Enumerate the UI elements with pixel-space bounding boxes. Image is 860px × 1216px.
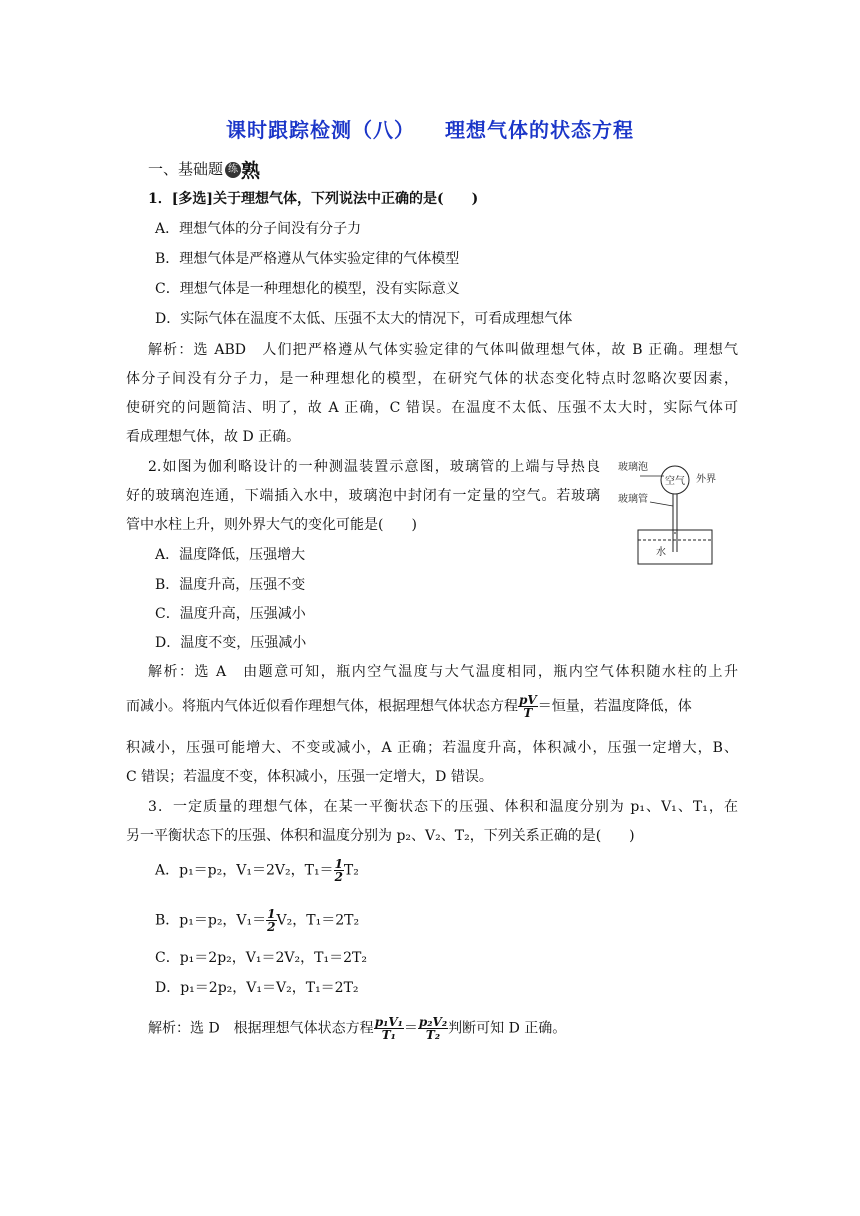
q2-answer-line2: 而减小。将瓶内气体近似看作理想气体，根据理想气体状态方程 $\frac{pV}{T}$ ＝恒量，若温度降低，体 [126, 693, 692, 720]
q3-stem-line1: 3．一定质量的理想气体，在某一平衡状态下的压强、体积和温度分别为 p₁、V₁、T₁，在 [148, 799, 738, 815]
q3-answer: 解析：选 D 根据理想气体状态方程 $\frac{\text{p₁V₁}}{\text{T₁}}$ ＝ $\frac{\text{p₂V₂}}{\text{T₂}}$ 判断可知 D 正确。 [148, 1015, 567, 1042]
q2-option-d: D．温度不变，压强减小 [155, 635, 307, 651]
q3-option-d: D．p₁＝2p₂，V₁＝V₂，T₁＝2T₂ [155, 980, 359, 996]
q1-option-c: C．理想气体是一种理想化的模型，没有实际意义 [155, 281, 460, 297]
q1-option-d: D．实际气体在温度不太低、压强不太大的情况下，可看成理想气体 [155, 311, 573, 327]
label-water: 水 [656, 547, 666, 558]
label-bulb: 玻璃泡 [618, 462, 648, 473]
half-fraction: $\frac{1}{2}$ [334, 857, 343, 884]
q3-option-c: C．p₁＝2p₂，V₁＝2V₂，T₁＝2T₂ [155, 950, 367, 966]
q1-option-b: B．理想气体是严格遵从气体实验定律的气体模型 [155, 251, 460, 267]
q2-stem-line1: 2.如图为伽利略设计的一种测温装置示意图，玻璃管的上端与导热良 [148, 459, 600, 475]
q2-answer-line1: 解析：选 A 由题意可知，瓶内空气温度与大气温度相同，瓶内空气体积随水柱的上升 [148, 664, 738, 680]
practice-badge-icon: 练 [225, 162, 241, 178]
title-part2: 理想气体的状态方程 [445, 118, 634, 142]
section-label: 一、基础题 [148, 160, 224, 178]
label-tube: 玻璃管 [618, 494, 648, 505]
q2-answer-line4: C 错误；若温度不变，体积减小，压强一定增大，D 错误。 [126, 769, 493, 785]
q1-answer-line3: 使研究的问题简洁、明了，故 A 正确，C 错误。在温度不太低、压强不太大时，实际气体可 [126, 400, 738, 416]
title-part1: 课时跟踪检测（八） [226, 118, 415, 142]
ideal-gas-fraction: $\frac{pV}{T}$ [519, 693, 537, 720]
q2-option-c: C．温度升高，压强减小 [155, 606, 306, 622]
q1-answer-line4: 看成理想气体，故 D 正确。 [126, 429, 301, 445]
q3-option-a: A．p₁＝p₂，V₁＝2V₂，T₁＝ $\frac{1}{2}$ T₂ [155, 857, 359, 884]
label-outside: 外界 [696, 474, 716, 485]
thermometer-diagram [612, 458, 732, 568]
q1-answer-line1: 解析：选 ABD 人们把严格遵从气体实验定律的气体叫做理想气体，故 B 正确。理想气 [148, 342, 738, 358]
q2-option-b: B．温度升高，压强不变 [155, 577, 306, 593]
label-air: 空气 [665, 476, 685, 487]
q3-option-b: B．p₁＝p₂，V₁＝ $\frac{1}{2}$ V₂，T₁＝2T₂ [155, 907, 360, 934]
q2-answer-line3: 积减小，压强可能增大、不变或减小，A 正确；若温度升高，体积减小，压强一定增大，B、 [126, 740, 738, 756]
section-heading [148, 156, 260, 183]
q1-stem: 1．[多选]关于理想气体，下列说法中正确的是( ) [148, 191, 479, 207]
q1-answer-line2: 体分子间没有分子力，是一种理想化的模型，在研究气体的状态变化特点时忽略次要因素， [126, 371, 738, 387]
page-title [0, 114, 860, 143]
q1-option-a: A．理想气体的分子间没有分子力 [155, 221, 362, 237]
q3-stem-line2: 另一平衡状态下的压强、体积和温度分别为 p₂、V₂、T₂，下列关系正确的是( ) [126, 828, 635, 844]
section-big-char: 熟 [241, 160, 261, 182]
q2-stem-line2: 好的玻璃泡连通，下端插入水中，玻璃泡中封闭有一定量的空气。若玻璃 [126, 488, 600, 504]
q2-stem-line3: 管中水柱上升，则外界大气的变化可能是( ) [126, 517, 417, 533]
half-fraction: $\frac{1}{2}$ [267, 907, 276, 934]
q2-option-a: A．温度降低，压强增大 [155, 547, 306, 563]
state-fraction-2: $\frac{\text{p₂V₂}}{\text{T₂}}$ [418, 1015, 448, 1042]
state-fraction-1: $\frac{\text{p₁V₁}}{\text{T₁}}$ [374, 1015, 403, 1042]
